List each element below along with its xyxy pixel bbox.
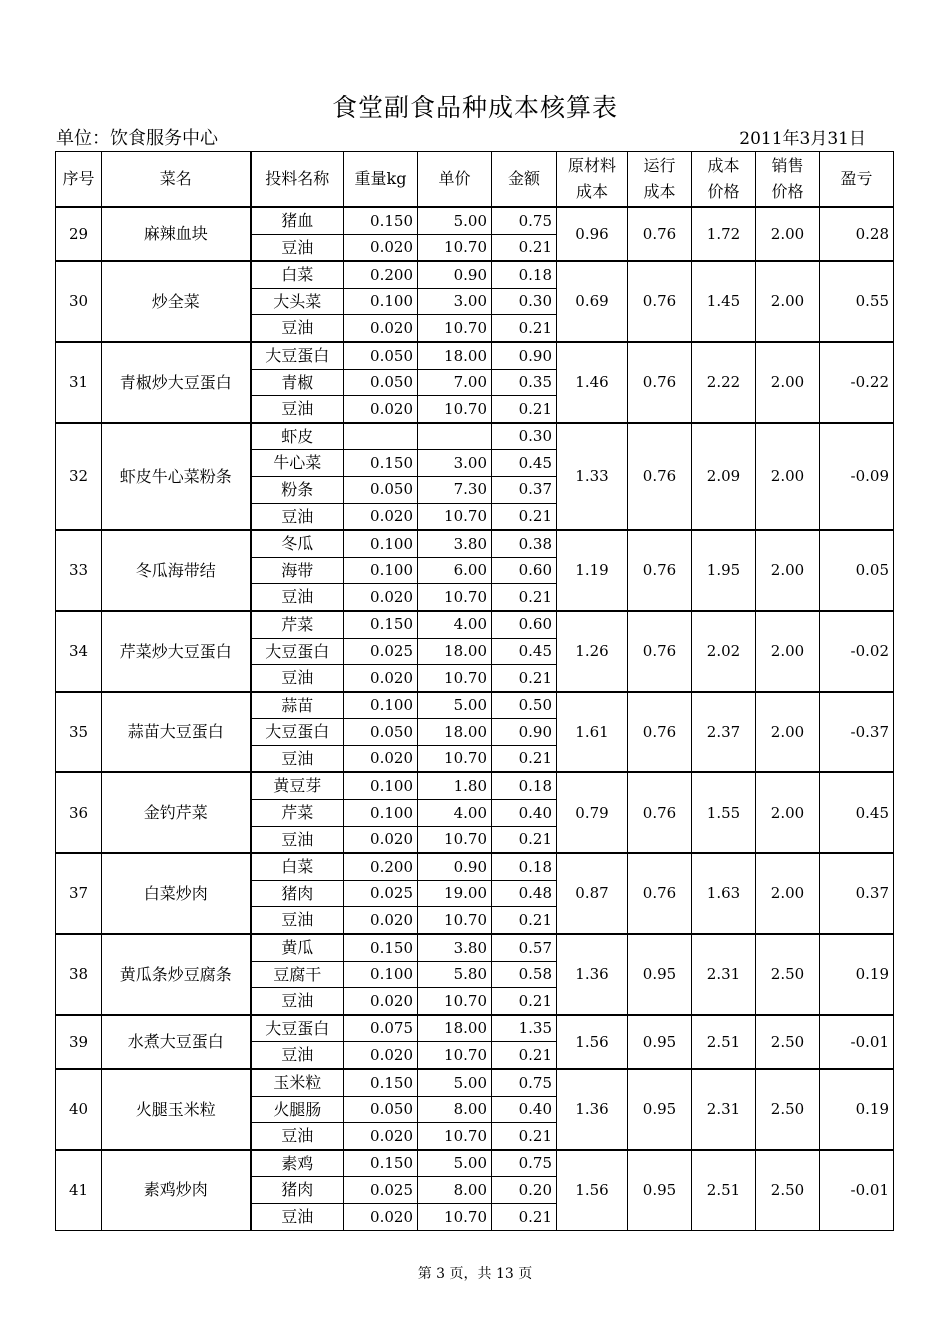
ingredient-weight: 0.050 xyxy=(344,1096,418,1123)
ingredient-amount: 0.75 xyxy=(492,1069,557,1096)
sale-price: 2.00 xyxy=(756,261,820,342)
table-row xyxy=(56,772,894,799)
ingredient-name: 大豆蛋白 xyxy=(251,1015,344,1042)
profit-loss: -0.01 xyxy=(820,1015,894,1069)
header-cell: 成本 价格 xyxy=(692,152,756,208)
dish-number: 35 xyxy=(56,692,102,773)
ingredient-amount: 0.35 xyxy=(492,369,557,396)
page-footer: 第 3 页，共 13 页 xyxy=(417,1266,533,1282)
ingredient-weight: 0.020 xyxy=(344,315,418,342)
table-row xyxy=(56,342,894,369)
sale-price: 2.50 xyxy=(756,934,820,1015)
header-cell: 菜名 xyxy=(102,152,251,208)
ingredient-name: 冬瓜 xyxy=(251,530,344,557)
ingredient-amount: 0.48 xyxy=(492,880,557,907)
ingredient-unit-price: 18.00 xyxy=(418,1015,492,1042)
sale-price: 2.00 xyxy=(756,530,820,611)
sale-price: 2.00 xyxy=(756,342,820,423)
cost-table xyxy=(55,151,894,1231)
dish-name: 麻辣血块 xyxy=(102,207,251,261)
ingredient-name: 豆油 xyxy=(251,907,344,934)
ingredient-name: 猪血 xyxy=(251,207,344,234)
ingredient-unit-price: 10.70 xyxy=(418,584,492,611)
ingredient-amount: 1.35 xyxy=(492,1015,557,1042)
ingredient-weight: 0.150 xyxy=(344,450,418,477)
ingredient-weight: 0.020 xyxy=(344,234,418,261)
sale-price: 2.50 xyxy=(756,1150,820,1230)
ingredient-name: 白菜 xyxy=(251,853,344,880)
table-row xyxy=(56,611,894,638)
ingredient-weight: 0.025 xyxy=(344,1177,418,1204)
dish-number: 39 xyxy=(56,1015,102,1069)
ingredient-amount: 0.21 xyxy=(492,1123,557,1150)
ingredient-amount: 0.21 xyxy=(492,665,557,692)
sale-price: 2.00 xyxy=(756,692,820,773)
dish-name: 虾皮牛心菜粉条 xyxy=(102,423,251,530)
ingredient-name: 海带 xyxy=(251,557,344,584)
cost-price: 2.31 xyxy=(692,934,756,1015)
ingredient-name: 青椒 xyxy=(251,369,344,396)
ingredient-weight: 0.020 xyxy=(344,1203,418,1230)
ingredient-name: 黄豆芽 xyxy=(251,772,344,799)
ingredient-weight: 0.025 xyxy=(344,880,418,907)
cost-price: 2.22 xyxy=(692,342,756,423)
ingredient-weight: 0.100 xyxy=(344,772,418,799)
ingredient-amount: 0.45 xyxy=(492,450,557,477)
ingredient-amount: 0.21 xyxy=(492,396,557,423)
ingredient-name: 豆油 xyxy=(251,1123,344,1150)
material-cost: 1.36 xyxy=(557,934,628,1015)
profit-loss: 0.28 xyxy=(820,207,894,261)
header-cell: 运行 成本 xyxy=(628,152,692,208)
ingredient-unit-price: 10.70 xyxy=(418,503,492,530)
ingredient-name: 芹菜 xyxy=(251,800,344,827)
sale-price: 2.00 xyxy=(756,423,820,530)
ingredient-weight: 0.020 xyxy=(344,1123,418,1150)
sale-price: 2.00 xyxy=(756,853,820,934)
ingredient-unit-price: 10.70 xyxy=(418,1042,492,1069)
ingredient-unit-price: 0.90 xyxy=(418,261,492,288)
ingredient-weight: 0.020 xyxy=(344,907,418,934)
ingredient-unit-price: 10.70 xyxy=(418,988,492,1015)
dish-name: 水煮大豆蛋白 xyxy=(102,1015,251,1069)
cost-price: 1.72 xyxy=(692,207,756,261)
unit-label: 单位：饮食服务中心 xyxy=(56,128,218,149)
sale-price: 2.50 xyxy=(756,1015,820,1069)
ingredient-name: 豆油 xyxy=(251,665,344,692)
ingredient-name: 豆油 xyxy=(251,826,344,853)
ingredient-name: 牛心菜 xyxy=(251,450,344,477)
ingredient-weight: 0.020 xyxy=(344,665,418,692)
ingredient-weight: 0.020 xyxy=(344,988,418,1015)
sale-price: 2.00 xyxy=(756,772,820,853)
ingredient-amount: 0.40 xyxy=(492,800,557,827)
sale-price: 2.50 xyxy=(756,1069,820,1150)
ingredient-name: 豆油 xyxy=(251,745,344,772)
ingredient-name: 大豆蛋白 xyxy=(251,719,344,746)
table-row xyxy=(56,1150,894,1177)
dish-number: 32 xyxy=(56,423,102,530)
dish-number: 36 xyxy=(56,772,102,853)
ingredient-name: 粉条 xyxy=(251,476,344,503)
dish-number: 34 xyxy=(56,611,102,692)
profit-loss: -0.01 xyxy=(820,1150,894,1230)
ingredient-weight: 0.050 xyxy=(344,476,418,503)
running-cost: 0.95 xyxy=(628,1069,692,1150)
ingredient-amount: 0.30 xyxy=(492,423,557,450)
ingredient-unit-price: 4.00 xyxy=(418,800,492,827)
ingredient-unit-price: 10.70 xyxy=(418,396,492,423)
cost-price: 2.37 xyxy=(692,692,756,773)
ingredient-unit-price: 8.00 xyxy=(418,1096,492,1123)
dish-name: 青椒炒大豆蛋白 xyxy=(102,342,251,423)
ingredient-amount: 0.58 xyxy=(492,961,557,988)
profit-loss: -0.22 xyxy=(820,342,894,423)
header-cell: 盈亏 xyxy=(820,152,894,208)
ingredient-amount: 0.18 xyxy=(492,261,557,288)
cost-price: 1.45 xyxy=(692,261,756,342)
ingredient-amount: 0.75 xyxy=(492,207,557,234)
ingredient-unit-price: 19.00 xyxy=(418,880,492,907)
ingredient-amount: 0.40 xyxy=(492,1096,557,1123)
ingredient-amount: 0.21 xyxy=(492,907,557,934)
running-cost: 0.95 xyxy=(628,934,692,1015)
table-row xyxy=(56,1069,894,1096)
ingredient-name: 大头菜 xyxy=(251,288,344,315)
running-cost: 0.95 xyxy=(628,1150,692,1230)
ingredient-name: 豆油 xyxy=(251,396,344,423)
dish-name: 黄瓜条炒豆腐条 xyxy=(102,934,251,1015)
running-cost: 0.76 xyxy=(628,692,692,773)
table-row xyxy=(56,530,894,557)
profit-loss: -0.37 xyxy=(820,692,894,773)
dish-number: 29 xyxy=(56,207,102,261)
running-cost: 0.76 xyxy=(628,342,692,423)
profit-loss: 0.19 xyxy=(820,1069,894,1150)
cost-price: 2.09 xyxy=(692,423,756,530)
ingredient-weight: 0.200 xyxy=(344,853,418,880)
header-cell: 序号 xyxy=(56,152,102,208)
ingredient-amount: 0.21 xyxy=(492,1203,557,1230)
ingredient-name: 豆油 xyxy=(251,584,344,611)
ingredient-weight: 0.100 xyxy=(344,961,418,988)
material-cost: 0.69 xyxy=(557,261,628,342)
header-cell: 重量kg xyxy=(344,152,418,208)
ingredient-amount: 0.21 xyxy=(492,1042,557,1069)
table-row xyxy=(56,853,894,880)
profit-loss: 0.55 xyxy=(820,261,894,342)
material-cost: 0.96 xyxy=(557,207,628,261)
ingredient-weight: 0.020 xyxy=(344,745,418,772)
ingredient-unit-price: 5.00 xyxy=(418,692,492,719)
ingredient-unit-price: 18.00 xyxy=(418,342,492,369)
table-row xyxy=(56,692,894,719)
ingredient-amount: 0.21 xyxy=(492,988,557,1015)
profit-loss: 0.19 xyxy=(820,934,894,1015)
header-cell: 单价 xyxy=(418,152,492,208)
ingredient-unit-price: 7.00 xyxy=(418,369,492,396)
ingredient-amount: 0.21 xyxy=(492,315,557,342)
header-cell: 投料名称 xyxy=(251,152,344,208)
ingredient-weight: 0.020 xyxy=(344,503,418,530)
dish-name: 蒜苗大豆蛋白 xyxy=(102,692,251,773)
ingredient-unit-price: 18.00 xyxy=(418,638,492,665)
ingredient-amount: 0.21 xyxy=(492,584,557,611)
material-cost: 1.46 xyxy=(557,342,628,423)
ingredient-unit-price: 3.80 xyxy=(418,934,492,961)
table-row xyxy=(56,261,894,288)
ingredient-name: 白菜 xyxy=(251,261,344,288)
ingredient-unit-price: 7.30 xyxy=(418,476,492,503)
ingredient-name: 火腿肠 xyxy=(251,1096,344,1123)
ingredient-unit-price: 5.00 xyxy=(418,1069,492,1096)
ingredient-amount: 0.50 xyxy=(492,692,557,719)
ingredient-unit-price: 10.70 xyxy=(418,745,492,772)
ingredient-name: 猪肉 xyxy=(251,880,344,907)
ingredient-name: 蒜苗 xyxy=(251,692,344,719)
ingredient-weight: 0.075 xyxy=(344,1015,418,1042)
dish-number: 37 xyxy=(56,853,102,934)
ingredient-unit-price: 5.00 xyxy=(418,1150,492,1177)
running-cost: 0.76 xyxy=(628,853,692,934)
ingredient-amount: 0.38 xyxy=(492,530,557,557)
ingredient-unit-price: 5.00 xyxy=(418,207,492,234)
ingredient-weight: 0.020 xyxy=(344,1042,418,1069)
ingredient-amount: 0.60 xyxy=(492,611,557,638)
ingredient-amount: 0.21 xyxy=(492,503,557,530)
ingredient-name: 猪肉 xyxy=(251,1177,344,1204)
dish-number: 33 xyxy=(56,530,102,611)
table-row xyxy=(56,423,894,450)
ingredient-name: 豆油 xyxy=(251,988,344,1015)
ingredient-name: 虾皮 xyxy=(251,423,344,450)
page-title: 食堂副食品种成本核算表 xyxy=(331,93,618,122)
dish-name: 冬瓜海带结 xyxy=(102,530,251,611)
ingredient-weight: 0.200 xyxy=(344,261,418,288)
dish-name: 火腿玉米粒 xyxy=(102,1069,251,1150)
material-cost: 1.33 xyxy=(557,423,628,530)
ingredient-unit-price: 3.00 xyxy=(418,450,492,477)
ingredient-weight: 0.050 xyxy=(344,719,418,746)
ingredient-weight: 0.100 xyxy=(344,288,418,315)
ingredient-unit-price: 3.80 xyxy=(418,530,492,557)
ingredient-weight: 0.100 xyxy=(344,530,418,557)
dish-number: 31 xyxy=(56,342,102,423)
running-cost: 0.76 xyxy=(628,207,692,261)
ingredient-unit-price: 0.90 xyxy=(418,853,492,880)
ingredient-name: 大豆蛋白 xyxy=(251,638,344,665)
ingredient-weight: 0.150 xyxy=(344,934,418,961)
ingredient-name: 芹菜 xyxy=(251,611,344,638)
dish-name: 金钓芹菜 xyxy=(102,772,251,853)
ingredient-unit-price: 10.70 xyxy=(418,1123,492,1150)
ingredient-weight: 0.050 xyxy=(344,369,418,396)
ingredient-unit-price: 10.70 xyxy=(418,826,492,853)
material-cost: 1.61 xyxy=(557,692,628,773)
table-row xyxy=(56,934,894,961)
dish-number: 38 xyxy=(56,934,102,1015)
report-date: 2011年3月31日 xyxy=(739,129,866,149)
ingredient-amount: 0.57 xyxy=(492,934,557,961)
ingredient-amount: 0.18 xyxy=(492,853,557,880)
ingredient-amount: 0.30 xyxy=(492,288,557,315)
cost-price: 1.63 xyxy=(692,853,756,934)
ingredient-amount: 0.60 xyxy=(492,557,557,584)
ingredient-unit-price: 10.70 xyxy=(418,907,492,934)
header-cell: 销售 价格 xyxy=(756,152,820,208)
ingredient-unit-price: 10.70 xyxy=(418,234,492,261)
material-cost: 1.56 xyxy=(557,1150,628,1230)
material-cost: 1.26 xyxy=(557,611,628,692)
running-cost: 0.76 xyxy=(628,772,692,853)
header-cell: 金额 xyxy=(492,152,557,208)
ingredient-unit-price: 10.70 xyxy=(418,665,492,692)
profit-loss: -0.09 xyxy=(820,423,894,530)
ingredient-amount: 0.20 xyxy=(492,1177,557,1204)
ingredient-unit-price xyxy=(418,423,492,450)
running-cost: 0.95 xyxy=(628,1015,692,1069)
ingredient-weight: 0.150 xyxy=(344,207,418,234)
ingredient-weight: 0.020 xyxy=(344,826,418,853)
ingredient-unit-price: 10.70 xyxy=(418,1203,492,1230)
ingredient-unit-price: 4.00 xyxy=(418,611,492,638)
dish-name: 炒全菜 xyxy=(102,261,251,342)
sale-price: 2.00 xyxy=(756,611,820,692)
running-cost: 0.76 xyxy=(628,423,692,530)
header-cell: 原材料 成本 xyxy=(557,152,628,208)
ingredient-name: 豆油 xyxy=(251,503,344,530)
ingredient-unit-price: 5.80 xyxy=(418,961,492,988)
ingredient-unit-price: 10.70 xyxy=(418,315,492,342)
ingredient-weight: 0.100 xyxy=(344,800,418,827)
ingredient-unit-price: 3.00 xyxy=(418,288,492,315)
material-cost: 1.56 xyxy=(557,1015,628,1069)
profit-loss: 0.45 xyxy=(820,772,894,853)
ingredient-amount: 0.21 xyxy=(492,745,557,772)
dish-name: 白菜炒肉 xyxy=(102,853,251,934)
dish-number: 30 xyxy=(56,261,102,342)
ingredient-weight: 0.150 xyxy=(344,611,418,638)
ingredient-name: 豆油 xyxy=(251,1203,344,1230)
ingredient-amount: 0.90 xyxy=(492,342,557,369)
profit-loss: 0.05 xyxy=(820,530,894,611)
ingredient-name: 豆油 xyxy=(251,315,344,342)
ingredient-unit-price: 6.00 xyxy=(418,557,492,584)
dish-number: 40 xyxy=(56,1069,102,1150)
dish-name: 素鸡炒肉 xyxy=(102,1150,251,1230)
ingredient-name: 豆腐干 xyxy=(251,961,344,988)
ingredient-amount: 0.21 xyxy=(492,234,557,261)
ingredient-weight: 0.100 xyxy=(344,557,418,584)
ingredient-amount: 0.45 xyxy=(492,638,557,665)
cost-price: 1.55 xyxy=(692,772,756,853)
ingredient-unit-price: 18.00 xyxy=(418,719,492,746)
cost-price: 2.51 xyxy=(692,1015,756,1069)
ingredient-weight: 0.050 xyxy=(344,342,418,369)
ingredient-weight: 0.150 xyxy=(344,1150,418,1177)
ingredient-unit-price: 8.00 xyxy=(418,1177,492,1204)
ingredient-weight xyxy=(344,423,418,450)
ingredient-name: 大豆蛋白 xyxy=(251,342,344,369)
ingredient-weight: 0.100 xyxy=(344,692,418,719)
ingredient-amount: 0.90 xyxy=(492,719,557,746)
table-header-row xyxy=(56,152,894,208)
dish-name: 芹菜炒大豆蛋白 xyxy=(102,611,251,692)
running-cost: 0.76 xyxy=(628,611,692,692)
profit-loss: -0.02 xyxy=(820,611,894,692)
dish-number: 41 xyxy=(56,1150,102,1230)
ingredient-amount: 0.21 xyxy=(492,826,557,853)
ingredient-name: 玉米粒 xyxy=(251,1069,344,1096)
ingredient-amount: 0.18 xyxy=(492,772,557,799)
material-cost: 0.87 xyxy=(557,853,628,934)
ingredient-weight: 0.020 xyxy=(344,396,418,423)
running-cost: 0.76 xyxy=(628,261,692,342)
ingredient-weight: 0.025 xyxy=(344,638,418,665)
running-cost: 0.76 xyxy=(628,530,692,611)
cost-price: 1.95 xyxy=(692,530,756,611)
material-cost: 1.19 xyxy=(557,530,628,611)
table-row xyxy=(56,1015,894,1042)
ingredient-unit-price: 1.80 xyxy=(418,772,492,799)
table-row xyxy=(56,207,894,234)
ingredient-weight: 0.020 xyxy=(344,584,418,611)
ingredient-amount: 0.75 xyxy=(492,1150,557,1177)
ingredient-name: 黄瓜 xyxy=(251,934,344,961)
cost-price: 2.02 xyxy=(692,611,756,692)
profit-loss: 0.37 xyxy=(820,853,894,934)
ingredient-weight: 0.150 xyxy=(344,1069,418,1096)
sale-price: 2.00 xyxy=(756,207,820,261)
material-cost: 0.79 xyxy=(557,772,628,853)
cost-price: 2.31 xyxy=(692,1069,756,1150)
ingredient-name: 素鸡 xyxy=(251,1150,344,1177)
material-cost: 1.36 xyxy=(557,1069,628,1150)
ingredient-amount: 0.37 xyxy=(492,476,557,503)
cost-price: 2.51 xyxy=(692,1150,756,1230)
ingredient-name: 豆油 xyxy=(251,234,344,261)
ingredient-name: 豆油 xyxy=(251,1042,344,1069)
